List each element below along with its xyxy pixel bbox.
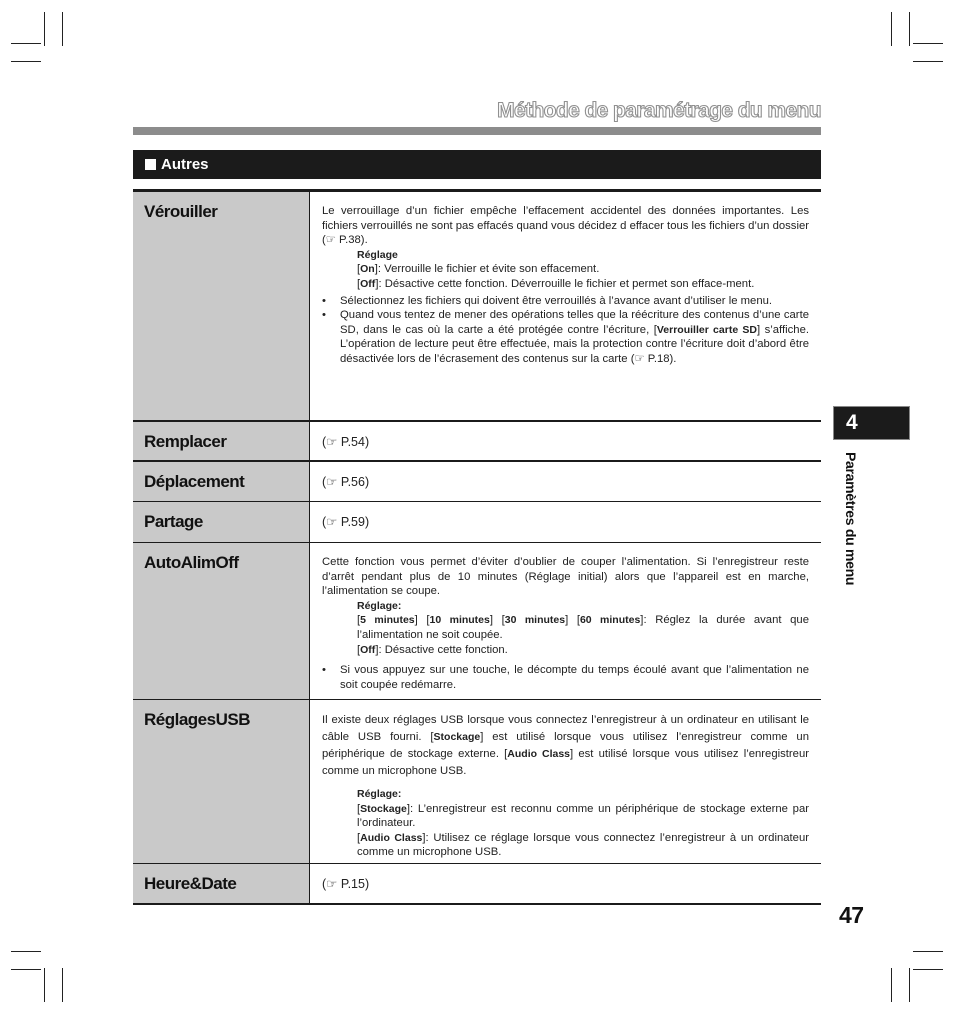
crop-mark [11,951,41,952]
page-reference: (☞ P.54) [322,435,370,449]
section-title: Autres [161,156,209,173]
list-item: • Sélectionnez les fichiers qui doivent être verrouillés à l’avance avant d’utiliser le menu. [322,294,773,307]
setting-heading: Réglage [357,248,398,261]
page-header-title: Méthode de paramétrage du menu [497,99,821,122]
setting-heading: Réglage: [357,599,402,612]
crop-mark [44,12,45,46]
chapter-tab [833,406,910,440]
chapter-number: 4 [846,411,858,434]
crop-mark [891,12,892,46]
section-heading [133,150,821,179]
row-label: AutoAlimOff [133,543,310,699]
row-label: Heure&Date [133,864,310,903]
setting-option: [Stockage]: L’enregistreur est reconnu comme un périphérique de stockage externe par l’ordinateur. [357,802,809,830]
crop-mark [909,12,910,46]
crop-mark [909,968,910,1002]
crop-mark [62,968,63,1002]
crop-mark [913,61,943,62]
setting-heading: Réglage: [357,788,402,800]
row-label: Partage [133,502,310,542]
crop-mark [913,969,943,970]
page-number: 47 [839,902,864,928]
crop-mark [44,968,45,1002]
row-label: Vérouiller [133,192,310,420]
crop-mark [11,969,41,970]
table-row [133,192,821,420]
setting-option: [Off]: Désactive cette fonction. Déverrouille le fichier et permet son efface-ment. [357,277,755,290]
row-label: Déplacement [133,462,310,501]
setting-block [322,599,809,657]
table-row [133,501,821,542]
list-item: • Quand vous tentez de mener des opérations telles que la réécriture des contenus d’une carte SD, dans le cas où la carte a été protégée contre l’écriture, [Verrouiller carte SD] s’affiche. L’opération de lecture peut être effectuée, mais la protection contre l’écriture doit d’abord être désactivée lors de l’écrasement des contenus sur la carte (☞ P.18). [322,309,809,365]
crop-mark [891,968,892,1002]
table-row [133,699,821,863]
crop-mark [11,43,41,44]
settings-table [133,189,821,905]
header-rule [133,127,821,135]
setting-option: [5 minutes] [10 minutes] [30 minutes] [60 minutes]: Réglez la durée avant que l’alimentation ne soit coupée. [357,614,809,641]
crop-mark [913,43,943,44]
row-content [310,192,821,420]
row-content [310,543,821,699]
page-reference: (☞ P.15) [322,877,370,891]
bullet-icon: • [322,309,326,322]
page-reference: (☞ P.56) [322,475,370,489]
setting-option: [Off]: Désactive cette fonction. [357,643,508,656]
row-content [310,700,821,863]
setting-block [322,248,809,292]
setting-option: [Audio Class]: Utilisez ce réglage lorsque vous connectez l’enregistreur à un ordinateur comme un microphone USB. [357,831,809,859]
table-row [133,863,821,903]
setting-block [322,787,809,860]
description: Il existe deux réglages USB lorsque vous connectez l’enregistreur à un ordinateur en utilisant le câble USB fourni. [Stockage] est utilisé lorsque vous utilisez l’enregistreur comme un périphérique de stockage externe. [Audio Class] est utilisé lorsque vous utilisez l’enregistreur comme un microphone USB. [322,714,810,777]
list-item: • Si vous appuyez sur une touche, le décompte du temps écoulé avant que l’alimentation ne soit coupée redémarre. [322,664,809,691]
setting-option: [On]: Verrouille le fichier et évite son effacement. [357,263,600,276]
description: Le verrouillage d’un fichier empêche l’effacement accidentel des données importantes. Les fichiers verrouillés ne sont pas effacés quand vous décidez d effacer tous les fichiers d’un dossier (☞ P.38). [322,205,809,247]
crop-mark [913,951,943,952]
square-bullet-icon [145,159,156,170]
bullet-icon: • [322,664,326,677]
table-row [133,460,821,501]
table-row [133,420,821,460]
row-label: Remplacer [133,422,310,460]
crop-mark [62,12,63,46]
crop-mark [11,61,41,62]
table-row [133,542,821,699]
description: Cette fonction vous permet d’éviter d’oublier de couper l’alimentation. Si l’enregistreur reste d’arrêt pendant plus de 10 minutes (Réglage initial) alors que l’appareil est en marche, l’alimentation se coupe. [322,556,809,598]
row-label: RéglagesUSB [133,700,310,863]
bullet-icon: • [322,294,326,307]
page-reference: (☞ P.59) [322,515,370,529]
chapter-title: Paramètres du menu [843,452,859,586]
